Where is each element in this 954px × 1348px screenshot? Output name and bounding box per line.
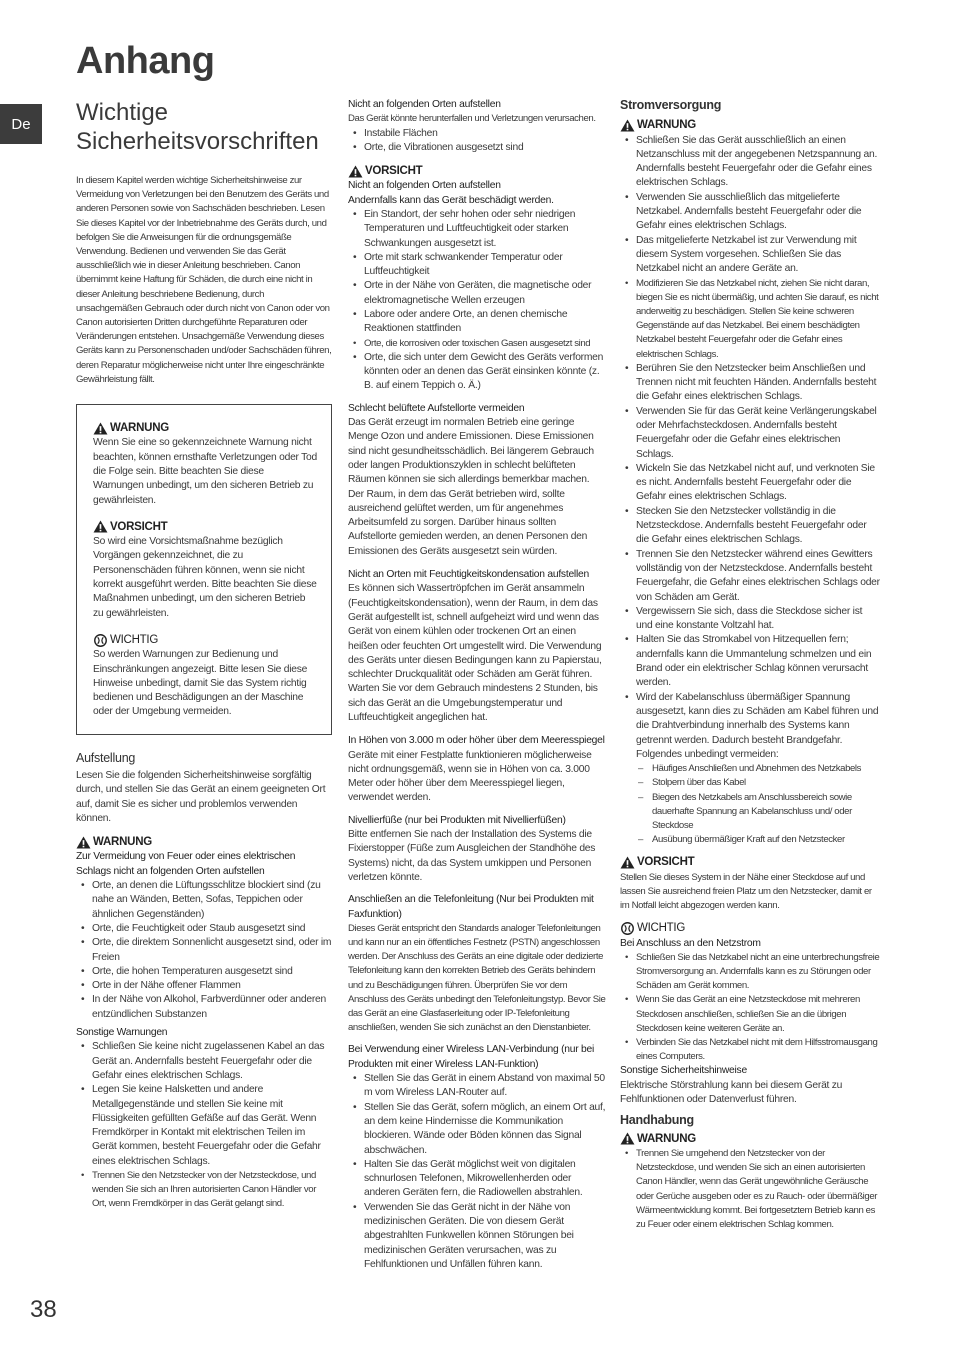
caution-triangle-icon (348, 165, 363, 178)
list-item: • Orte, die Feuchtigkeit oder Staub ausgesetzt sind (76, 922, 332, 936)
list-item: • Orte mit stark schwankender Temperatur oder Luftfeuchtigkeit (348, 251, 606, 280)
list-item: • Wickeln Sie das Netzkabel nicht auf, und verknoten Sie es nicht. Andernfalls besteht Feuergefahr oder die Gefahr eines elektrischen Schlags. (620, 462, 880, 505)
warnung-label: WARNUNG (93, 836, 152, 849)
vorsicht-label: VORSICHT (110, 520, 168, 533)
list-item: • Verbinden Sie das Netzkabel nicht mit dem Hilfsstromausgang eines Computers. (620, 1036, 880, 1064)
list-item: • Trennen Sie den Netzstecker von der Netzsteckdose, und wenden Sie sich an Ihren autorisierten Canon Händler vor Ort, wenn Fremdkörper in das Gerät gelangt sind. (76, 1169, 332, 1212)
list-item: • In der Nähe von Alkohol, Farbverdünner oder anderen entzündlichen Substanzen (76, 993, 332, 1022)
telefon-title: Anschließen an die Telefonleitung (Nur bei Produkten mit Faxfunktion) (348, 894, 594, 920)
column-2 (348, 98, 606, 1272)
important-icon (93, 634, 108, 647)
belueftet-title: Schlecht belüftete Aufstellorte vermeiden (348, 402, 525, 414)
list-item: • Vergewissern Sie sich, dass die Steckdose sicher ist und eine konstante Voltzahl hat. (620, 605, 880, 634)
list-item: • Orte, die hohen Temperaturen ausgesetzt sind (76, 965, 332, 979)
nicht-aufstellen-title: Nicht an folgenden Orten aufstellen (348, 99, 501, 110)
sonstige-warnungen-title: Sonstige Warnungen (76, 1027, 168, 1039)
section-title: Wichtige Sicherheitsvorschriften (76, 99, 319, 155)
list-item: • Das mitgelieferte Netzkabel ist zur Verwendung mit diesem System vorgesehen. Schließen Sie das Netzkabel nicht an andere Geräte an. (620, 234, 880, 277)
sonstige-warnungen-list (76, 1040, 332, 1211)
box-warnung-text: Wenn Sie eine so gekennzeichnete Warnung nicht beachten, können ernsthafte Verletzungen oder Tod die Folge sein. Bitte beachten Sie diese Warnungen unbedingt, um den sicheren Betrieb zu gewährleisten. (93, 437, 317, 506)
list-item: • Stellen Sie das Gerät in einem Abstand von maximal 50 m vom Wireless LAN-Router auf. (348, 1072, 606, 1101)
vorsicht-sub-1: Nicht an folgenden Orten aufstellen (348, 180, 501, 192)
nivellier-text: Bitte entfernen Sie nach der Installation des Systems die Fixierstopper (Füße zum Ausgleichen der Standhöhe des Systems) nicht, da das System umkippen und Personen verletzen könnte. (348, 829, 596, 883)
list-item: • Legen Sie keine Halsketten und andere Metallgegenstände und stellen Sie keine mit Flüssigkeiten gefüllten Gefäße auf das Gerät. Wenn Fremdkörper in Kontakt mit elektrischen Teilen im Gerät kommen, besteht Feuergefahr oder die Gefahr eines elektrischen Schlags. (76, 1083, 332, 1169)
intro-text: In diesem Kapitel werden wichtige Sicherheitshinweise zur Vermeidung von Verletzungen bei den Benutzern des Geräts und anderen Personen sowie von Sachschäden beschrieben. Lesen Sie dieses Kapitel vor der Inbetriebnahme des Geräts durch, und befolgen Sie die Anweisungen für die ordnungsgemäße Verwendung. Bedienen und verwenden Sie das Gerät ausschließlich wie in dieser Anleitung beschrieben. Canon übernimmt keine Haftung für Schäden, die durch eine nicht in dieser Anleitung beschriebene Bedienung, durch unsachgemäßen Gebrauch oder durch nicht von Canon oder von Canon autorisierten Dritten durchgeführte Reparaturen oder Veränderungen entstehen. Unsachgemäße Verwendung dieses Geräts kann zu Personenschaden und/oder Sachschäden führen, deren Reparatur möglicherweise nicht unter Ihre eingeschränkte Gewährleistung fällt. (76, 175, 332, 385)
list-item: • Verwenden Sie ausschließlich das mitgelieferte Netzkabel. Andernfalls besteht Feuergefahr oder die Gefahr eines elektrischen Schlags. (620, 191, 880, 234)
warnung-heading (620, 118, 880, 132)
list-item: • Orte, an denen die Lüftungsschlitze blockiert sind (zu nahe an Wänden, Betten, Sofas, Teppichen oder ähnlichen Gegenständen) (76, 879, 332, 922)
warnung-heading (93, 421, 317, 435)
warning-triangle-icon (76, 836, 91, 849)
list-item: • Trennen Sie umgehend den Netzstecker von der Netzsteckdose, und wenden Sie sich an einen autorisierten Canon Händler, wenn das Gerät ungewöhnliche Geräusche oder Gerüche ausgeben oder es zu Rauch- oder übermäßiger Wärmeentwicklung kommt. Bei fortgesetztem Betrieb kann es zu Feuer oder einem elektrischen Schlag kommen. (620, 1147, 880, 1232)
warning-triangle-icon (620, 1132, 635, 1145)
column-3 (620, 98, 880, 1232)
warning-triangle-icon (620, 119, 635, 132)
wlan-title: Bei Verwendung einer Wireless LAN-Verbindung (nur bei Produkten mit einer Wireless LAN-Funktion) (348, 1044, 595, 1070)
wlan-list (348, 1072, 606, 1272)
warnung-heading (76, 835, 332, 849)
vorsicht-heading (348, 164, 606, 178)
list-item: • Ein Standort, der sehr hohen oder sehr niedrigen Temperaturen und Luftfeuchtigkeit oder starken Schwankungen ausgesetzt ist. (348, 208, 606, 251)
list-item: • Orte, die direktem Sonnenlicht ausgesetzt sind, oder im Freien (76, 936, 332, 965)
list-item: • Orte, die korrosiven oder toxischen Gasen ausgesetzt sind (348, 337, 606, 351)
warnung-label: WARNUNG (637, 119, 696, 132)
list-item: – Stolpern über das Kabel (620, 776, 880, 790)
wichtig-label: WICHTIG (110, 633, 159, 646)
list-item: – Häufiges Anschließen und Abnehmen des Netzkabels (620, 762, 880, 776)
list-item: • Halten Sie das Stromkabel von Hitzequellen fern; andernfalls kann die Ummantelung schmelzen und ein Brand oder ein elektrischer Schlag können verursacht werden. (620, 633, 880, 690)
telefon-text: Dieses Gerät entspricht den Standards analoger Telefonleitungen und kann nur an ein öffentliches Festnetz (PSTN) angeschlossen werden. Der Anschluss des Geräts an eine digitale oder dedizierte Telefonleitung kann den korrekten Betrieb des Geräts behindern und zu Beschädigungen führen. Überprüfen Sie vor dem Anschluss des Geräts unbedingt den Telefonleitungstyp. Bevor Sie das Gerät an eine Glasfaserleitung oder IP-Telefonleitung anschließen, wenden Sie sich zunächst an den Dienstanbieter. (348, 922, 606, 1034)
list-item: • Orte, die sich unter dem Gewicht des Geräts verformen könnten oder an denen das Gerät einsinken könnte (z. B. auf einem Teppich o. Ä.) (348, 351, 606, 394)
warnung-heading (620, 1132, 880, 1146)
vorsicht-sub-2: Andernfalls kann das Gerät beschädigt werden. (348, 194, 554, 206)
wichtig-heading (620, 921, 880, 935)
warnung-label: WARNUNG (110, 422, 169, 435)
belueftet-text: Das Gerät erzeugt im normalen Betrieb eine geringe Menge Ozon und andere Emissionen. Diese Emissionen sind nicht gesundheitsschädlich. Bei längerem Gebrauch oder langen Produktionszyklen in schlecht belüfteten Räumen können sie sich allerdings bemerkbar machen. Der Raum, in dem das Gerät betrieben wird, sollte ausreichend gelüftet werden, um für angenehmes Arbeitsumfeld zu sorgen. Darüber hinaus sollten Aufstellorte gemieden werden, an denen Personen den Emissionen des Geräts ausgesetzt sein würden. (348, 417, 594, 557)
list-item: – Biegen des Netzkabels am Anschlussbereich sowie dauerhafte Spannung an Kabelanschluss und/ oder Steckdose (620, 791, 880, 834)
wichtig-label: WICHTIG (637, 922, 686, 935)
warning-triangle-icon (93, 422, 108, 435)
aufstellung-title: Aufstellung (76, 750, 136, 765)
list-item: • Stecken Sie den Netzstecker vollständig in die Netzsteckdose. Andernfalls besteht Feuergefahr oder die Gefahr eines elektrischen Schlags. (620, 505, 880, 548)
list-item: • Orte in der Nähe offener Flammen (76, 979, 332, 993)
sonstige-sicherheitshinweise-text: Elektrische Störstrahlung kann bei diesem Gerät zu Fehlfunktionen oder Datenverlust führen. (620, 1079, 843, 1106)
vorsicht-heading (620, 855, 880, 869)
list-item: • Labore oder andere Orte, an denen chemische Reaktionen stattfinden (348, 308, 606, 337)
list-item: • Instabile Flächen (348, 127, 606, 141)
nicht-aufstellen-note: Das Gerät könnte herunterfallen und Verletzungen verursachen. (348, 113, 596, 125)
stromversorgung-title: Stromversorgung (620, 98, 722, 112)
feucht-title: Nicht an Orten mit Feuchtigkeitskondensation aufstellen (348, 569, 589, 581)
box-wichtig-text: So werden Warnungen zur Bedienung und Einschränkungen angezeigt. Bitte lesen Sie diese Hinweise unbedingt, damit Sie das System richtig bedienen und Beschädigungen an der Maschine oder der Umgebung vermeiden. (93, 649, 308, 718)
column-1 (76, 174, 332, 1212)
sonstige-sicherheitshinweise-title: Sonstige Sicherheitshinweise (620, 1065, 747, 1077)
page-number: 38 (30, 1296, 57, 1323)
wichtig-list (620, 951, 880, 1065)
list-item: • Schließen Sie das Netzkabel nicht an eine unterbrechungsfreie Stromversorgung an. Andernfalls kann es zu Störungen oder Schäden am Gerät kommen. (620, 951, 880, 994)
vorsicht-list (348, 208, 606, 394)
strom-vorsicht-text: Stellen Sie dieses System in der Nähe einer Steckdose auf und lassen Sie ausreichend freien Platz um den Netzstecker, damit er im Notfall leicht abgezogen werden kann. (620, 871, 872, 912)
caution-triangle-icon (620, 856, 635, 869)
strom-dash-list (620, 762, 880, 847)
list-item: • Schließen Sie keine nicht zugelassenen Kabel an das Gerät an. Andernfalls besteht Feuergefahr oder die Gefahr eines elektrischen Schlags. (76, 1040, 332, 1083)
important-icon (620, 922, 635, 935)
vorsicht-label: VORSICHT (365, 165, 423, 178)
list-item: • Wird der Kabelanschluss übermäßiger Spannung ausgesetzt, kann dies zu Schäden am Kabel führen und die Drahtverbindung innerhalb des Systems kann getrennt werden. Dadurch besteht Brandgefahr. Folgendes unbedingt vermeiden: (620, 691, 880, 762)
handhabung-title: Handhabung (620, 1113, 694, 1128)
nivellier-title: Nivellierfüße (nur bei Produkten mit Nivellierfüßen) (348, 814, 566, 826)
wichtig-heading (93, 633, 317, 647)
nicht-aufstellen-list (348, 127, 606, 156)
list-item: • Wenn Sie das Gerät an eine Netzsteckdose mit mehreren Steckdosen anschließen, schließen Sie an die übrigen Steckdosen keine weiteren Geräte an. (620, 993, 880, 1036)
caution-triangle-icon (93, 520, 108, 533)
list-item: • Verwenden Sie für das Gerät keine Verlängerungskabel oder Mehrfachsteckdosen. Andernfalls besteht Feuergefahr oder die Gefahr eines elektrischen Schlags. (620, 405, 880, 462)
list-item: • Orte, die Vibrationen ausgesetzt sind (348, 141, 606, 155)
box-vorsicht-text: So wird eine Vorsichtsmaßnahme bezüglich Vorgängen gekennzeichnet, die zu Personenschäden führen können, wenn sie nicht korrekt ausgeführt werden. Bitte beachten Sie diese Maßnahmen unbedingt, um den sicheren Betrieb zu gewährleisten. (93, 536, 317, 619)
handhabung-warn-list (620, 1147, 880, 1232)
list-item: • Verwenden Sie das Gerät nicht in der Nähe von medizinischen Geräten. Die von diesem Gerät abgestrahlten Funkwellen können Störungen bei medizinischen Geräten verursachen, was zu Fehlfunktionen und Unfällen führen kann. (348, 1201, 606, 1272)
strom-warn-list (620, 134, 880, 763)
list-item: • Trennen Sie den Netzstecker während eines Gewitters vollständig von der Netzsteckdose. Andernfalls besteht Feuergefahr, die Gefahr eines elektrischen Schlags oder von Schäden am Gerät. (620, 548, 880, 605)
list-item: • Schließen Sie das Gerät ausschließlich an einen Netzanschluss mit der angegebenen Netzspannung an. Andernfalls besteht Feuergefahr oder die Gefahr eines elektrischen Schlags. (620, 134, 880, 191)
aufstellung-warn-sub: Zur Vermeidung von Feuer oder eines elektrischen Schlags nicht an folgenden Orten aufstellen (76, 851, 296, 877)
feucht-text: Es können sich Wassertröpfchen im Gerät ansammeln (Feuchtigkeitskondensation), wenn der Raum, in dem das Gerät aufgestellt ist, schnell aufgeheizt wird und wenn das Gerät von einem kühlen oder trockenen Ort an einen heißen oder feuchten Ort umgestellt wird. Die Verwendung des Geräts unter diesen Bedingungen kann zu Papierstau, schlechter Druckqualität oder Schäden am Gerät führen. Warten Sie vor dem Gebrauch mindestens 2 Stunden, bis sich das Gerät an die Umgebungstemperatur und Luftfeuchtigkeit angeglichen hat. (348, 583, 602, 723)
list-item: • Halten Sie das Gerät möglichst weit von digitalen schnurlosen Telefonen, Mikrowellenherden oder anderen Geräten fern, die Radiowellen abstrahlen. (348, 1158, 606, 1201)
wichtig-sub: Bei Anschluss an den Netzstrom (620, 937, 761, 949)
page-title: Anhang (76, 40, 215, 82)
warnung-label: WARNUNG (637, 1132, 696, 1145)
list-item: – Ausübung übermäßiger Kraft auf den Netzstecker (620, 833, 880, 847)
aufstellung-intro: Lesen Sie die folgenden Sicherheitshinweise sorgfältig durch, und stellen Sie das Gerät an einem geeigneten Ort auf, damit Sie es sicher und problemlos verwenden können. (76, 769, 326, 824)
notice-box (76, 404, 332, 735)
hoehe-text: Geräte mit einer Festplatte funktionieren möglicherweise nicht ordnungsgemäß, wenn sie in Höhen von ca. 3.000 Meter oder höher über dem Meeresspiegel liegen, verwendet werden. (348, 749, 592, 804)
list-item: • Stellen Sie das Gerät, sofern möglich, an einem Ort auf, an dem keine Hindernisse die Kommunikation blockieren. Wände oder Böden können das Signal abschwächen. (348, 1101, 606, 1158)
hoehe-title: In Höhen von 3.000 m oder höher über dem Meeresspiegel (348, 735, 605, 747)
list-item: • Berühren Sie den Netzstecker beim Anschließen und Trennen nicht mit feuchten Händen. Andernfalls besteht die Gefahr eines elektrischen Schlags. (620, 362, 880, 405)
aufstellung-warn-list (76, 879, 332, 1022)
vorsicht-label: VORSICHT (637, 856, 695, 869)
list-item: • Modifizieren Sie das Netzkabel nicht, ziehen Sie nicht daran, biegen Sie es nicht übermäßig, und achten Sie darauf, es nicht anderweitig zu beschädigen. Stellen Sie keine schweren Gegenstände auf das Netzkabel. Bei einem beschädigten Netzkabel besteht Feuergefahr oder die Gefahr eines elektrischen Schlags. (620, 277, 880, 362)
language-tab: De (0, 104, 42, 144)
list-item: • Orte in der Nähe von Geräten, die magnetische oder elektromagnetische Wellen erzeugen (348, 279, 606, 308)
vorsicht-heading (93, 520, 317, 534)
